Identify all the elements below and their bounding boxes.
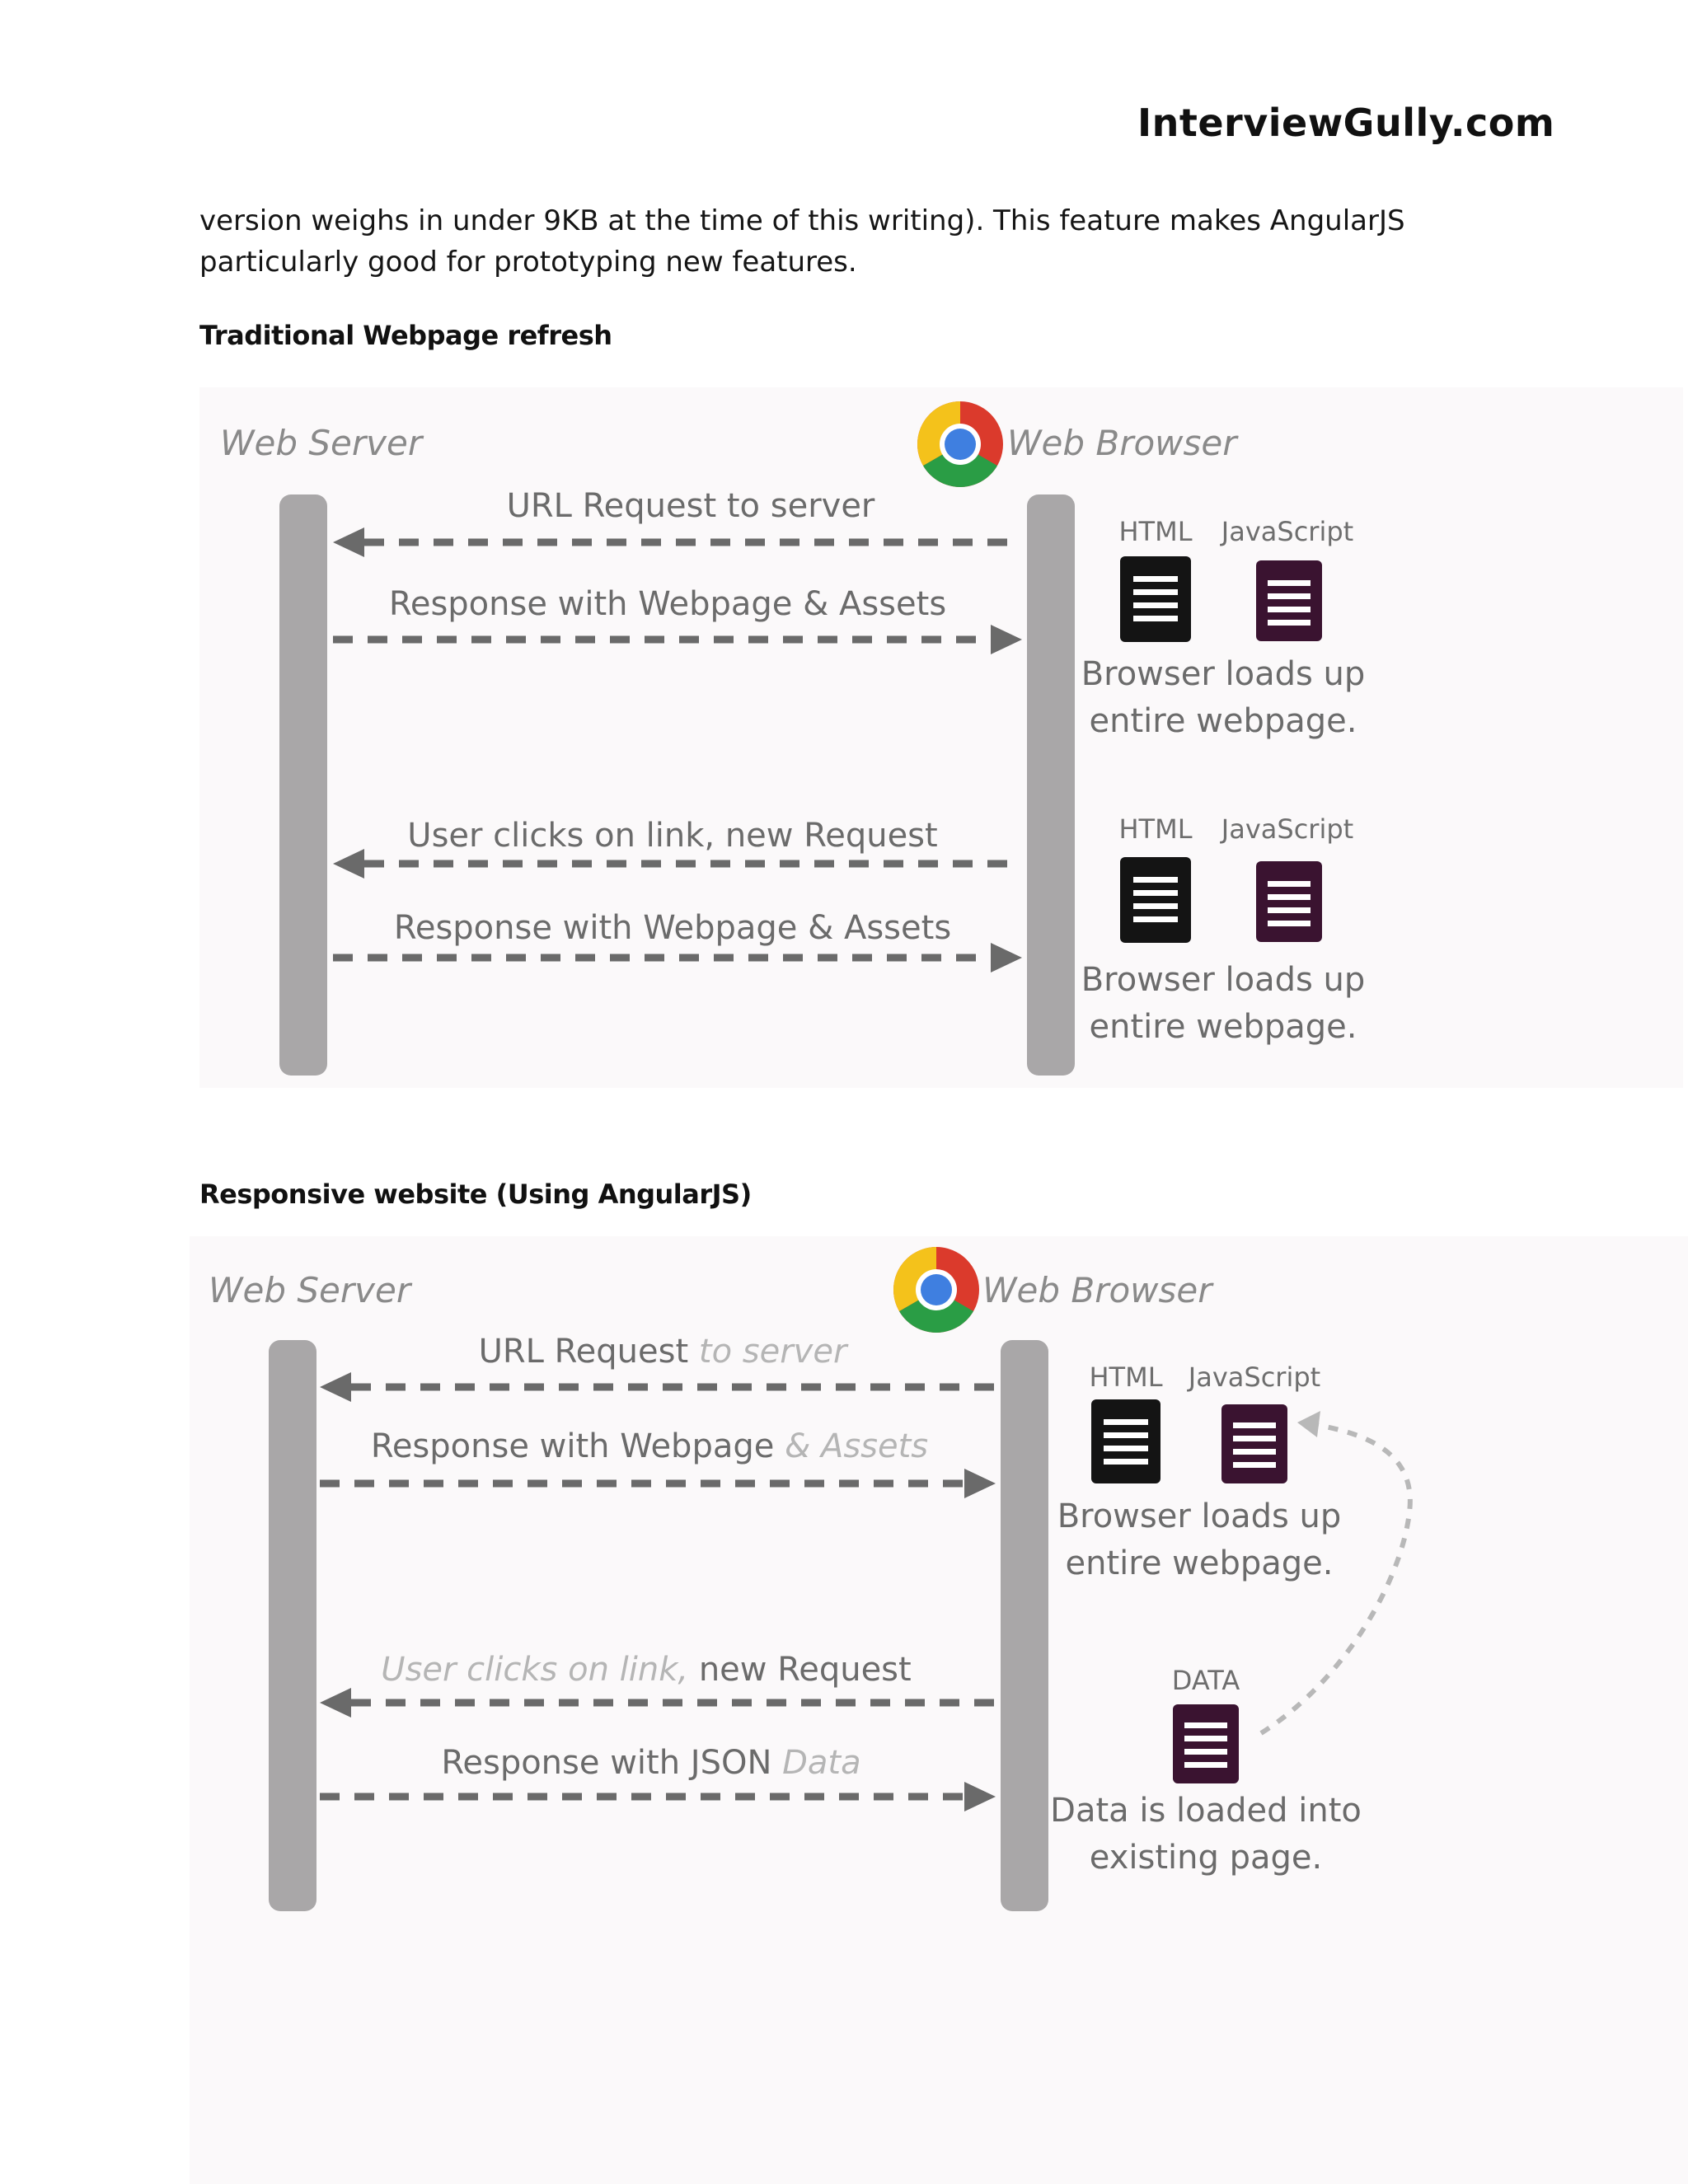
message-response-1 <box>371 1427 928 1465</box>
responsive-diagram <box>190 1236 1688 2184</box>
web-server-label: Web Server <box>220 423 423 463</box>
web-server-label: Web Server <box>209 1270 411 1310</box>
browser-loads-text-1: Browser loads up <box>1081 961 1366 999</box>
html-document-icon <box>1120 556 1191 642</box>
message-user-click-faint: User clicks on link, <box>381 1651 689 1689</box>
message-response-json <box>441 1744 860 1782</box>
chrome-icon <box>893 1247 979 1333</box>
message-user-click-main: new Request <box>698 1651 912 1689</box>
message-response-2: Response with Webpage & Assets <box>393 909 952 947</box>
section-heading-traditional: Traditional Webpage refresh <box>199 320 612 351</box>
message-response-json-main: Response with JSON <box>441 1744 772 1782</box>
html-document-icon <box>1120 857 1191 943</box>
message-url-request <box>479 1333 849 1371</box>
data-label: DATA <box>1171 1665 1240 1696</box>
message-response-1-faint: & Assets <box>785 1427 929 1465</box>
browser-loads-text-2: entire webpage. <box>1089 702 1357 740</box>
arrow-head-left <box>320 1688 351 1718</box>
intro-line-2: particularly good for prototyping new features. <box>199 246 857 279</box>
message-url-request: URL Request to server <box>506 487 875 525</box>
javascript-label: JavaScript <box>1221 516 1354 547</box>
arrow-head-left <box>333 849 364 879</box>
chrome-icon <box>917 401 1003 487</box>
message-response-1: Response with Webpage & Assets <box>388 585 947 623</box>
message-user-click: User clicks on link, new Request <box>407 817 938 855</box>
javascript-document-icon <box>1256 861 1322 942</box>
browser-loads-text-2: entire webpage. <box>1089 1008 1357 1046</box>
browser-loads-text-2: entire webpage. <box>1065 1544 1334 1582</box>
data-document-icon <box>1173 1704 1239 1783</box>
message-user-click <box>381 1651 911 1689</box>
browser-lifeline <box>1027 494 1075 1076</box>
web-browser-label: Web Browser <box>1007 423 1237 463</box>
data-loaded-text-1: Data is loaded into <box>1050 1792 1362 1830</box>
javascript-document-icon <box>1256 560 1322 641</box>
responsive-diagram-svg <box>190 1236 1688 2184</box>
traditional-diagram-svg <box>199 387 1683 1088</box>
javascript-label: JavaScript <box>1221 813 1354 845</box>
html-label: HTML <box>1089 1361 1163 1393</box>
intro-line-1: version weighs in under 9KB at the time of this writing). This feature makes AngularJS <box>199 204 1405 237</box>
html-label: HTML <box>1118 813 1193 845</box>
data-loaded-text-2: existing page. <box>1089 1839 1323 1877</box>
browser-lifeline <box>1001 1340 1048 1911</box>
javascript-label: JavaScript <box>1188 1361 1321 1393</box>
message-response-json-faint: Data <box>782 1744 861 1782</box>
curve-arrow-head <box>1297 1411 1320 1437</box>
message-url-request-main: URL Request <box>478 1333 689 1371</box>
server-lifeline <box>279 494 327 1076</box>
site-title: InterviewGully.com <box>1137 101 1555 145</box>
server-lifeline <box>269 1340 316 1911</box>
html-label: HTML <box>1118 516 1193 547</box>
arrow-head-right <box>964 1782 996 1811</box>
browser-loads-text-1: Browser loads up <box>1081 655 1366 693</box>
section-heading-responsive: Responsive website (Using AngularJS) <box>199 1179 752 1210</box>
browser-loads-text-1: Browser loads up <box>1057 1497 1342 1535</box>
traditional-diagram <box>199 387 1683 1088</box>
arrow-head-right <box>991 625 1022 654</box>
message-url-request-faint: to server <box>698 1333 847 1371</box>
arrow-head-right <box>991 943 1022 972</box>
web-browser-label: Web Browser <box>982 1270 1212 1310</box>
arrow-head-left <box>333 527 364 557</box>
message-response-1-main: Response with Webpage <box>370 1427 775 1465</box>
intro-paragraph <box>199 200 1436 283</box>
html-document-icon <box>1091 1399 1160 1483</box>
arrow-head-right <box>964 1469 996 1498</box>
arrow-head-left <box>320 1372 351 1402</box>
javascript-document-icon <box>1221 1404 1287 1483</box>
